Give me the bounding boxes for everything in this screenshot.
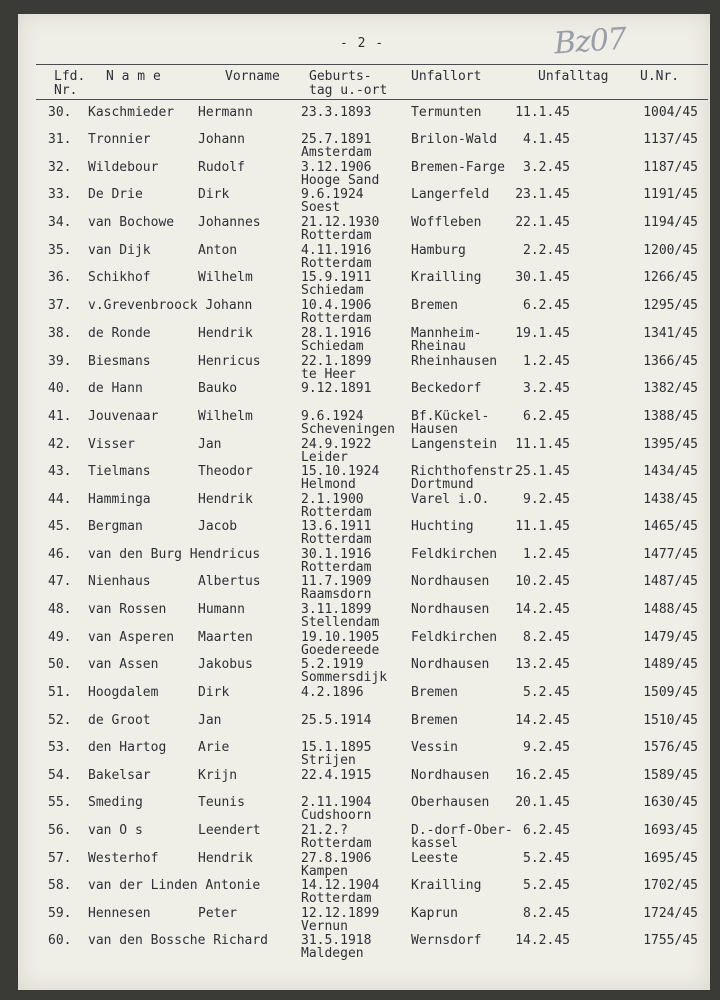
row-unfalltag: 9.2.45	[523, 492, 570, 507]
row-name: van Asperen	[88, 630, 175, 645]
row-number: 52.	[48, 713, 72, 728]
row-unfallort: Bremen	[411, 685, 458, 700]
row-unfallort: Termunten	[411, 105, 482, 120]
table-row	[18, 106, 710, 134]
row-birth-date: 13.6.1911	[301, 519, 372, 534]
row-unfallort: Vessin	[411, 740, 458, 755]
row-unfalltag: 19.1.45	[515, 326, 570, 341]
row-unr: 1695/45	[643, 851, 698, 866]
row-name: de Groot	[88, 713, 151, 728]
row-birth-place: Cudshoorn	[301, 808, 372, 823]
row-unfallort: Brilon-Wald	[411, 132, 498, 147]
row-unfalltag: 16.2.45	[515, 768, 570, 783]
row-birth-place: Raamsdorn	[301, 587, 372, 602]
row-unfalltag: 5.2.45	[523, 685, 570, 700]
row-unr: 1477/45	[643, 547, 698, 562]
row-birth-date: 19.10.1905	[301, 630, 380, 645]
row-vorname: Wilhelm	[198, 270, 253, 285]
row-unr: 1489/45	[643, 657, 698, 672]
row-unfalltag: 3.2.45	[523, 381, 570, 396]
row-name: van den Bossche Richard	[88, 933, 269, 948]
row-unr: 1755/45	[643, 933, 698, 948]
row-unfallort: Varel i.O.	[411, 492, 490, 507]
row-name: Hamminga	[88, 492, 151, 507]
row-birth-place: te Heer	[301, 367, 356, 382]
row-birth-date: 2.1.1900	[301, 492, 364, 507]
row-number: 47.	[48, 574, 72, 589]
table-row	[18, 824, 710, 852]
row-birth-place: Scheveningen	[301, 422, 395, 437]
row-vorname: Hendrik	[198, 326, 253, 341]
row-number: 37.	[48, 298, 72, 313]
row-unfalltag: 3.2.45	[523, 160, 570, 175]
row-birth-date: 2.11.1904	[301, 795, 372, 810]
row-vorname: Rudolf	[198, 160, 245, 175]
row-unfalltag: 6.2.45	[523, 823, 570, 838]
row-vorname: Jacob	[198, 519, 238, 534]
row-unfalltag: 11.1.45	[515, 105, 570, 120]
row-birth-place: Rotterdam	[301, 311, 372, 326]
row-birth-place: Rotterdam	[301, 891, 372, 906]
row-number: 60.	[48, 933, 72, 948]
row-name: Nienhaus	[88, 574, 151, 589]
row-name: De Drie	[88, 187, 143, 202]
row-unfallort: Richthofenstr.	[411, 464, 521, 479]
row-birth-date: 9.6.1924	[301, 187, 364, 202]
row-unr: 1187/45	[643, 160, 698, 175]
row-birth-place: Rotterdam	[301, 836, 372, 851]
row-unfallort: Nordhausen	[411, 602, 490, 617]
row-unfalltag: 14.2.45	[515, 933, 570, 948]
header-unr: U.Nr.	[640, 69, 680, 84]
row-number: 53.	[48, 740, 72, 755]
row-number: 58.	[48, 878, 72, 893]
row-unfalltag: 8.2.45	[523, 630, 570, 645]
row-unfallort: Nordhausen	[411, 768, 490, 783]
row-unfallort: D.-dorf-Ober-	[411, 823, 513, 838]
row-unfallort: Langenstein	[411, 437, 498, 452]
row-number: 45.	[48, 519, 72, 534]
row-unr: 1434/45	[643, 464, 698, 479]
row-unfallort: Rheinhausen	[411, 354, 498, 369]
row-unr: 1200/45	[643, 243, 698, 258]
row-vorname: Maarten	[198, 630, 253, 645]
row-birth-place: Vernun	[301, 919, 348, 934]
row-number: 57.	[48, 851, 72, 866]
table-row	[18, 327, 710, 355]
header-unfalltag: Unfalltag	[538, 69, 609, 84]
row-birth-date: 25.5.1914	[301, 713, 372, 728]
row-name: Bergman	[88, 519, 143, 534]
row-unr: 1194/45	[643, 215, 698, 230]
row-birth-place: Stellendam	[301, 615, 380, 630]
table-row	[18, 355, 710, 383]
row-birth-place: Maldegen	[301, 946, 364, 961]
row-number: 44.	[48, 492, 72, 507]
row-unr: 1004/45	[643, 105, 698, 120]
row-name: van Rossen	[88, 602, 167, 617]
row-number: 33.	[48, 187, 72, 202]
row-birth-place: Rotterdam	[301, 228, 372, 243]
row-birth-place: Sommersdijk	[301, 670, 388, 685]
row-unfallort: Bremen	[411, 298, 458, 313]
row-unr: 1576/45	[643, 740, 698, 755]
row-name: van der Linden Antonie	[88, 878, 261, 893]
row-name: Hennesen	[88, 906, 151, 921]
row-birth-date: 9.6.1924	[301, 409, 364, 424]
row-number: 43.	[48, 464, 72, 479]
row-birth-place: Schiedam	[301, 283, 364, 298]
row-number: 35.	[48, 243, 72, 258]
row-number: 48.	[48, 602, 72, 617]
row-unfalltag: 4.1.45	[523, 132, 570, 147]
table-row	[18, 879, 710, 907]
row-vorname: Wilhelm	[198, 409, 253, 424]
row-name: Kaschmieder	[88, 105, 175, 120]
row-unfallort: Kaprun	[411, 906, 458, 921]
row-birth-place: Amsterdam	[301, 145, 372, 160]
row-name: Schikhof	[88, 270, 151, 285]
row-birth-place: Rotterdam	[301, 532, 372, 547]
row-number: 32.	[48, 160, 72, 175]
row-unr: 1702/45	[643, 878, 698, 893]
row-birth-place: Rotterdam	[301, 505, 372, 520]
row-vorname: Anton	[198, 243, 238, 258]
row-birth-date: 5.2.1919	[301, 657, 364, 672]
row-number: 59.	[48, 906, 72, 921]
row-vorname: Jan	[198, 713, 222, 728]
row-birth-place: Kampen	[301, 864, 348, 879]
header-lfd-label: Lfd.	[54, 69, 86, 84]
table-row	[18, 658, 710, 686]
row-unfallort-line2: Dortmund	[411, 477, 474, 492]
table-row	[18, 438, 710, 466]
table-row	[18, 631, 710, 659]
row-vorname: Dirk	[198, 187, 230, 202]
row-birth-date: 15.9.1911	[301, 270, 372, 285]
table-row	[18, 493, 710, 521]
row-unfalltag: 6.2.45	[523, 409, 570, 424]
row-vorname: Leendert	[198, 823, 261, 838]
table-row	[18, 714, 710, 742]
row-birth-date: 21.2.?	[301, 823, 348, 838]
row-vorname: Teunis	[198, 795, 245, 810]
row-unfallort-line2: Rheinau	[411, 339, 466, 354]
table-row	[18, 465, 710, 493]
row-unfallort: Nordhausen	[411, 574, 490, 589]
row-birth-place: Helmond	[301, 477, 356, 492]
row-unfallort: Huchting	[411, 519, 474, 534]
row-vorname: Henricus	[198, 354, 261, 369]
table-row	[18, 907, 710, 935]
row-name: Jouvenaar	[88, 409, 159, 424]
row-birth-date: 4.11.1916	[301, 243, 372, 258]
row-unr: 1693/45	[643, 823, 698, 838]
row-vorname: Johann	[198, 132, 245, 147]
header-top-rule	[36, 64, 708, 65]
row-unfalltag: 22.1.45	[515, 215, 570, 230]
row-unfallort: Feldkirchen	[411, 630, 498, 645]
row-unfalltag: 14.2.45	[515, 602, 570, 617]
row-number: 39.	[48, 354, 72, 369]
header-vorname: Vorname	[225, 69, 280, 84]
row-number: 31.	[48, 132, 72, 147]
table-row	[18, 686, 710, 714]
row-birth-date: 21.12.1930	[301, 215, 380, 230]
row-unr: 1366/45	[643, 354, 698, 369]
row-unfallort: Nordhausen	[411, 657, 490, 672]
row-unfallort: Wernsdorf	[411, 933, 482, 948]
row-unr: 1191/45	[643, 187, 698, 202]
row-vorname: Hendrik	[198, 851, 253, 866]
row-birth-date: 30.1.1916	[301, 547, 372, 562]
header-bottom-rule	[36, 99, 708, 100]
row-unr: 1465/45	[643, 519, 698, 534]
row-unfallort: Krailling	[411, 878, 482, 893]
row-number: 54.	[48, 768, 72, 783]
row-birth-date: 14.12.1904	[301, 878, 380, 893]
row-birth-date: 9.12.1891	[301, 381, 372, 396]
row-vorname: Humann	[198, 602, 245, 617]
row-unr: 1488/45	[643, 602, 698, 617]
row-birth-date: 27.8.1906	[301, 851, 372, 866]
row-number: 36.	[48, 270, 72, 285]
row-unr: 1341/45	[643, 326, 698, 341]
row-name: Biesmans	[88, 354, 151, 369]
row-vorname: Bauko	[198, 381, 238, 396]
row-unr: 1295/45	[643, 298, 698, 313]
row-unfallort: Feldkirchen	[411, 547, 498, 562]
row-vorname: Theodor	[198, 464, 253, 479]
table-row	[18, 741, 710, 769]
row-number: 41.	[48, 409, 72, 424]
row-vorname: Hendrik	[198, 492, 253, 507]
row-number: 40.	[48, 381, 72, 396]
row-birth-date: 12.12.1899	[301, 906, 380, 921]
row-unfalltag: 9.2.45	[523, 740, 570, 755]
row-vorname: Dirk	[198, 685, 230, 700]
table-row	[18, 244, 710, 272]
row-name: Visser	[88, 437, 135, 452]
header-geburt-line1: Geburts-	[309, 69, 372, 84]
row-unfallort: Bremen	[411, 713, 458, 728]
row-unr: 1137/45	[643, 132, 698, 147]
table-row	[18, 299, 710, 327]
table-row	[18, 934, 710, 962]
row-name: de Hann	[88, 381, 143, 396]
row-unfalltag: 5.2.45	[523, 851, 570, 866]
row-unfallort: Mannheim-	[411, 326, 482, 341]
row-number: 34.	[48, 215, 72, 230]
row-vorname: Hermann	[198, 105, 253, 120]
row-unfalltag: 23.1.45	[515, 187, 570, 202]
row-unfalltag: 20.1.45	[515, 795, 570, 810]
row-unr: 1479/45	[643, 630, 698, 645]
row-number: 51.	[48, 685, 72, 700]
row-number: 46.	[48, 547, 72, 562]
table-row	[18, 603, 710, 631]
row-name: Tronnier	[88, 132, 151, 147]
row-unfallort: Bf.Kückel-	[411, 409, 490, 424]
row-birth-place: Strijen	[301, 753, 356, 768]
row-name: Hoogdalem	[88, 685, 159, 700]
row-birth-date: 31.5.1918	[301, 933, 372, 948]
row-unr: 1724/45	[643, 906, 698, 921]
page-number: - 2 -	[340, 36, 385, 51]
row-birth-place: Leider	[301, 450, 348, 465]
row-name: van O s	[88, 823, 143, 838]
table-row	[18, 216, 710, 244]
row-number: 49.	[48, 630, 72, 645]
row-unr: 1395/45	[643, 437, 698, 452]
row-unfalltag: 5.2.45	[523, 878, 570, 893]
row-unr: 1510/45	[643, 713, 698, 728]
row-birth-place: Schiedam	[301, 339, 364, 354]
row-name: Smeding	[88, 795, 143, 810]
row-unfalltag: 14.2.45	[515, 713, 570, 728]
row-name: Westerhof	[88, 851, 159, 866]
row-name: Wildebour	[88, 160, 159, 175]
table-row	[18, 410, 710, 438]
row-unfallort-line2: kassel	[411, 836, 458, 851]
row-name: den Hartog	[88, 740, 167, 755]
header-nr-label: Nr.	[54, 83, 78, 98]
row-birth-place: Goedereede	[301, 643, 380, 658]
row-unfallort: Leeste	[411, 851, 458, 866]
row-unfalltag: 11.1.45	[515, 437, 570, 452]
row-unfalltag: 25.1.45	[515, 464, 570, 479]
row-vorname: Jakobus	[198, 657, 253, 672]
row-birth-date: 24.9.1922	[301, 437, 372, 452]
row-birth-date: 3.11.1899	[301, 602, 372, 617]
row-unr: 1487/45	[643, 574, 698, 589]
row-birth-date: 22.1.1899	[301, 354, 372, 369]
handwritten-annotation: Bz07	[552, 21, 628, 62]
row-unfalltag: 2.2.45	[523, 243, 570, 258]
header-geburt	[309, 70, 387, 98]
row-vorname: Jan	[198, 437, 222, 452]
row-birth-place: Rotterdam	[301, 560, 372, 575]
row-number: 55.	[48, 795, 72, 810]
row-birth-place: Hooge Sand	[301, 173, 380, 188]
row-unfalltag: 13.2.45	[515, 657, 570, 672]
table-row	[18, 271, 710, 299]
row-birth-date: 15.1.1895	[301, 740, 372, 755]
row-number: 38.	[48, 326, 72, 341]
table-row	[18, 769, 710, 797]
row-unfallort: Oberhausen	[411, 795, 490, 810]
table-row	[18, 161, 710, 189]
row-unfalltag: 6.2.45	[523, 298, 570, 313]
row-unfalltag: 1.2.45	[523, 354, 570, 369]
row-number: 56.	[48, 823, 72, 838]
row-vorname: Albertus	[198, 574, 261, 589]
row-number: 50.	[48, 657, 72, 672]
row-unfalltag: 11.1.45	[515, 519, 570, 534]
row-birth-date: 25.7.1891	[301, 132, 372, 147]
header-unfallort: Unfallort	[411, 69, 482, 84]
table-row	[18, 382, 710, 410]
row-unr: 1438/45	[643, 492, 698, 507]
header-geburt-line2: tag u.-ort	[309, 83, 388, 98]
row-number: 42.	[48, 437, 72, 452]
table-row	[18, 133, 710, 161]
header-lfd	[54, 70, 85, 98]
row-name: van Bochowe	[88, 215, 175, 230]
row-name: van den Burg Hendricus	[88, 547, 261, 562]
row-unfalltag: 1.2.45	[523, 547, 570, 562]
row-birth-date: 10.4.1906	[301, 298, 372, 313]
row-name: van Dijk	[88, 243, 151, 258]
row-unfallort: Beckedorf	[411, 381, 482, 396]
row-name: de Ronde	[88, 326, 151, 341]
row-vorname: Peter	[198, 906, 238, 921]
row-unr: 1266/45	[643, 270, 698, 285]
row-birth-date: 23.3.1893	[301, 105, 372, 120]
row-unfallort: Krailling	[411, 270, 482, 285]
row-unfallort: Hamburg	[411, 243, 466, 258]
row-name: van Assen	[88, 657, 159, 672]
row-unr: 1589/45	[643, 768, 698, 783]
row-unfalltag: 30.1.45	[515, 270, 570, 285]
row-birth-date: 22.4.1915	[301, 768, 372, 783]
table-row	[18, 575, 710, 603]
row-birth-date: 3.12.1906	[301, 160, 372, 175]
row-unr: 1509/45	[643, 685, 698, 700]
row-unfallort: Langerfeld	[411, 187, 490, 202]
row-birth-date: 11.7.1909	[301, 574, 372, 589]
row-birth-date: 15.10.1924	[301, 464, 380, 479]
row-unfallort-line2: Hausen	[411, 422, 458, 437]
row-unr: 1382/45	[643, 381, 698, 396]
row-birth-place: Soest	[301, 200, 341, 215]
row-number: 30.	[48, 105, 72, 120]
row-birth-date: 28.1.1916	[301, 326, 372, 341]
row-name: Bakelsar	[88, 768, 151, 783]
row-name: v.Grevenbroock Johann	[88, 298, 253, 313]
row-unfalltag: 8.2.45	[523, 906, 570, 921]
row-birth-place: Rotterdam	[301, 256, 372, 271]
header-name: N a m e	[106, 69, 161, 84]
table-row	[18, 188, 710, 216]
table-row	[18, 796, 710, 824]
table-row	[18, 852, 710, 880]
row-vorname: Krijn	[198, 768, 238, 783]
table-row	[18, 520, 710, 548]
row-unr: 1630/45	[643, 795, 698, 810]
document-page	[18, 14, 710, 990]
row-unfallort: Woffleben	[411, 215, 482, 230]
row-vorname: Arie	[198, 740, 230, 755]
row-unr: 1388/45	[643, 409, 698, 424]
row-vorname: Johannes	[198, 215, 261, 230]
row-unfallort: Bremen-Farge	[411, 160, 505, 175]
row-name: Tielmans	[88, 464, 151, 479]
table-row	[18, 548, 710, 576]
row-birth-date: 4.2.1896	[301, 685, 364, 700]
row-unfalltag: 10.2.45	[515, 574, 570, 589]
